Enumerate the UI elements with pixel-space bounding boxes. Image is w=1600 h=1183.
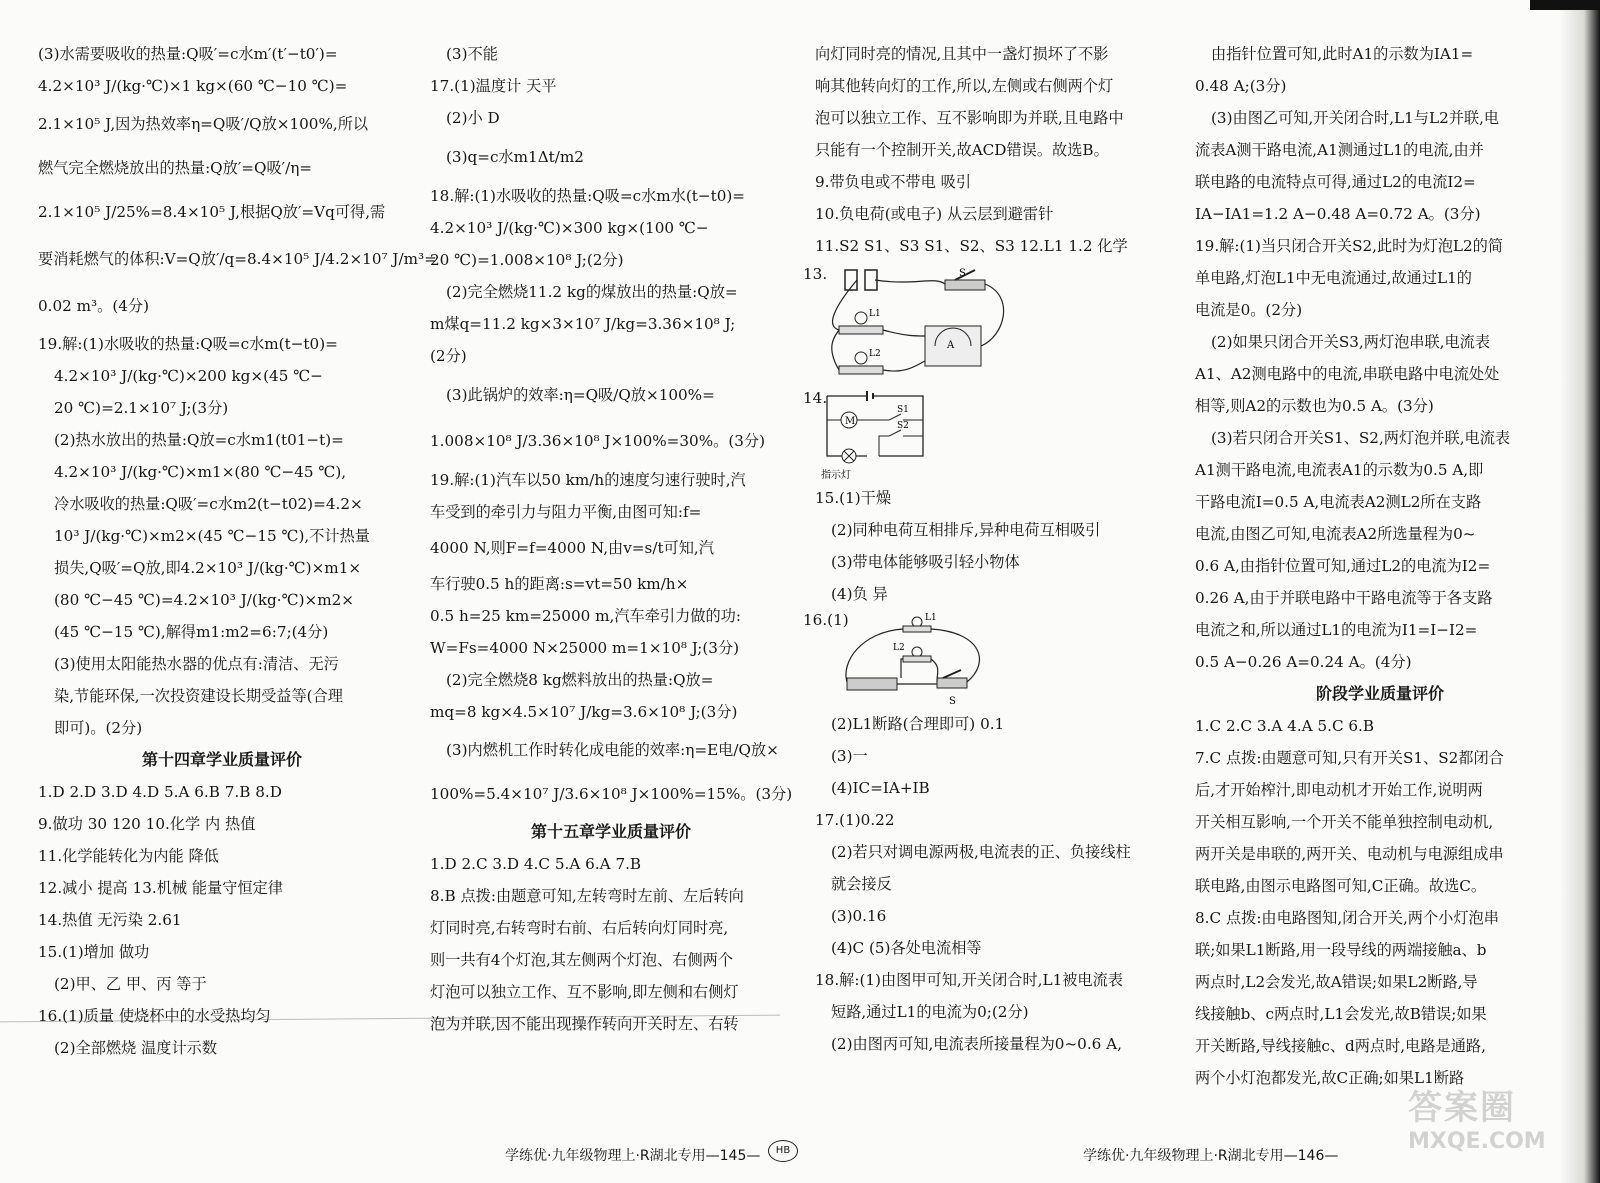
text-line: 两点时,L2会发光,故A错误;如果L2断路,导: [1195, 973, 1478, 991]
circuit-14-diagram: [819, 390, 939, 482]
text-line: mq=8 kg×4.5×10⁷ J/kg=3.6×10⁸ J;(3分): [430, 703, 738, 721]
text-line: (4)IC=IA+IB: [831, 779, 930, 797]
text-line: (2)小 D: [446, 109, 500, 127]
text-line: 4.2×10³ J/(kg·℃)×200 kg×(45 ℃−: [54, 367, 323, 385]
footer-page-146: 学练优·九年级物理上·R湖北专用—146—: [1083, 1148, 1339, 1164]
text-line: (3)若只闭合开关S1、S2,两灯泡并联,电流表: [1211, 429, 1511, 447]
page-corner: [1530, 0, 1600, 10]
text-line: (4)C (5)各处电流相等: [831, 939, 982, 957]
circuit-13-diagram: [825, 266, 1025, 386]
text-line: 联电路的电流特点可得,通过L2的电流I2=: [1195, 173, 1476, 191]
switch-lever: [943, 670, 961, 678]
label-switch: S: [949, 696, 956, 707]
text-line: 11.化学能转化为内能 降低: [38, 847, 219, 865]
lamp-base: [903, 626, 931, 632]
text-line: 2.1×10⁵ J,因为热效率η=Q吸′/Q放×100%,所以: [38, 115, 369, 133]
text-line: 泡可以独立工作、互不影响即为并联,且电路中: [815, 109, 1124, 127]
watermark: [1408, 1080, 1578, 1170]
text-line: 8.C 点拨:由电路图知,闭合开关,两个小灯泡串: [1195, 909, 1499, 927]
text-line: 19.解:(1)当只闭合开关S2,此时为灯泡L2的简: [1195, 237, 1504, 255]
text-line: 17.(1)0.22: [815, 811, 895, 829]
text-line: 17.(1)温度计 天平: [430, 77, 557, 95]
label-l1: L1: [925, 613, 937, 623]
text-line: 相等,则A2的示数也为0.5 A。(3分): [1195, 397, 1434, 415]
text-line: 干路电流I=0.5 A,电流表A2测L2所在支路: [1195, 493, 1482, 511]
label-switch: S: [959, 268, 966, 279]
text-line: 8.B 点拨:由题意可知,左转弯时左前、左后转向: [430, 887, 744, 905]
switch-base: [945, 280, 985, 290]
page-edge: [1560, 0, 1600, 1183]
text-line: 电流,由图乙可知,电流表A2所选量程为0~: [1195, 525, 1476, 543]
text-line: 4.2×10³ J/(kg·℃)×m1×(80 ℃−45 ℃),: [54, 463, 347, 481]
text-line: 0.02 m³。(4分): [38, 297, 150, 315]
text-line: 14.热值 无污染 2.61: [38, 911, 182, 929]
text-line: m煤q=11.2 kg×3×10⁷ J/kg=3.36×10⁸ J;: [430, 315, 736, 333]
text-line: 15.(1)增加 做功: [38, 943, 150, 961]
column-4: [1195, 38, 1565, 1094]
label-s1: S1: [897, 405, 909, 415]
column-2: [430, 38, 792, 1040]
text-line: 18.解:(1)水吸收的热量:Q吸=c水m水(t−t0)=: [430, 187, 746, 205]
label-indicator-lamp: 指示灯: [821, 470, 851, 481]
text-line: 16.(1)质量 使烧杯中的水受热均匀: [38, 1007, 271, 1025]
text-line: (3)由图乙可知,开关闭合时,L1与L2并联,电: [1211, 109, 1500, 127]
section-heading: 第十四章学业质量评价: [141, 750, 302, 769]
text-line: 20 ℃)=1.008×10⁸ J;(2分): [430, 251, 624, 269]
text-line: 4.2×10³ J/(kg·℃)×300 kg×(100 ℃−: [430, 219, 709, 237]
text-line: 车受到的牵引力与阻力平衡,由图可知:f=: [430, 503, 702, 521]
text-line: A1、A2测电路中的电流,串联电路中电流处处: [1195, 365, 1500, 383]
text-line: 冷水吸收的热量:Q吸′=c水m2(t−t02)=4.2×: [54, 495, 363, 513]
text-line: 0.26 A,由于并联电路中干路电流等于各支路: [1195, 589, 1493, 607]
text-line: 染,节能环保,一次投资建设长期受益等(合理: [54, 687, 343, 705]
text-line: 联;如果L1断路,用一段导线的两端接触a、b: [1195, 941, 1487, 959]
lamp-l1-icon: [855, 312, 867, 324]
text-line: 响其他转向灯的工作,所以,左侧或右侧两个灯: [815, 77, 1114, 95]
text-line: 后,才开始榨汁,即电动机才开始工作,说明两: [1195, 781, 1483, 799]
text-line: (2)由图丙可知,电流表所接量程为0~0.6 A,: [831, 1035, 1122, 1053]
lamp-base: [903, 656, 931, 662]
text-line: (3)一: [831, 747, 868, 765]
text-line: (3)带电体能够吸引轻小物体: [831, 553, 1020, 571]
text-line: 2.1×10⁵ J/25%=8.4×10⁵ J,根据Q放′=Vq可得,需: [38, 203, 386, 221]
text-line: (2)如果只闭合开关S3,两灯泡串联,电流表: [1211, 333, 1491, 351]
text-line: 15.(1)干燥: [815, 489, 892, 507]
text-line: (2)完全燃烧8 kg燃料放出的热量:Q放=: [446, 671, 714, 689]
section-heading: 第十五章学业质量评价: [530, 822, 691, 841]
text-line: 9.做功 30 120 10.化学 内 热值: [38, 815, 256, 833]
text-line: (2)若只对调电源两极,电流表的正、负接线柱: [831, 843, 1131, 861]
text-line: (3)0.16: [831, 907, 887, 925]
text-line: (2)同种电荷互相排斥,异种电荷互相吸引: [831, 521, 1101, 539]
label-l1: L1: [869, 309, 881, 319]
text-line: 4000 N,则F=f=4000 N,由v=s/t可知,汽: [430, 539, 714, 557]
text-line: 18.解:(1)由图甲可知,开关闭合时,L1被电流表: [815, 971, 1123, 989]
text-line: (3)内燃机工作时转化成电能的效率:η=E电/Q放×: [446, 741, 779, 759]
text-line: 0.5 h=25 km=25000 m,汽车牵引力做的功:: [430, 607, 741, 625]
section-heading: 阶段学业质量评价: [1315, 684, 1444, 703]
watermark-line2: MXQE.COM: [1408, 1129, 1546, 1154]
text-line: 两个小灯泡都发光,故C正确;如果L1断路: [1195, 1069, 1465, 1087]
text-line: (2)L1断路(合理即可) 0.1: [831, 715, 1005, 733]
text-line: (2)热水放出的热量:Q放=c水m1(t01−t)=: [54, 431, 344, 449]
text-line: A1测干路电流,电流表A1的示数为0.5 A,即: [1195, 461, 1484, 479]
text-line: 则一共有4个灯泡,其左侧两个灯泡、右侧两个: [430, 951, 734, 969]
text-line: 0.5 A−0.26 A=0.24 A。(4分): [1195, 653, 1412, 671]
label-l2: L2: [869, 349, 881, 359]
text-line: 9.带负电或不带电 吸引: [815, 173, 972, 191]
text-line: 流表A测干路电流,A1测通过L1的电流,由并: [1195, 141, 1484, 159]
text-line: (45 ℃−15 ℃),解得m1:m2=6:7;(4分): [54, 623, 329, 641]
text-line: 即可)。(2分): [54, 719, 143, 737]
switch-base: [937, 678, 967, 688]
text-line: 由指针位置可知,此时A1的示数为IA1=: [1211, 45, 1474, 63]
text-line: 1.008×10⁸ J/3.36×10⁸ J×100%=30%。(3分): [430, 432, 766, 450]
text-line: 车行驶0.5 h的距离:s=vt=50 km/h×: [430, 575, 689, 593]
figure-13: [803, 262, 1177, 388]
text-line: (2分): [430, 347, 467, 365]
text-line: 开关相互影响,一个开关不能单独控制电动机,: [1195, 813, 1494, 831]
text-line: 短路,通过L1的电流为0;(2分): [831, 1003, 1029, 1021]
label-motor: M: [845, 416, 856, 427]
text-line: 4.2×10³ J/(kg·℃)×1 kg×(60 ℃−10 ℃)=: [38, 77, 348, 95]
watermark-line1: 答案圈: [1408, 1088, 1516, 1128]
figure-16: [803, 610, 1177, 708]
question-number: 13.: [803, 265, 828, 283]
label-l2: L2: [893, 643, 905, 653]
label-ammeter: A: [947, 340, 955, 351]
text-line: 12.减小 提高 13.机械 能量守恒定律: [38, 879, 284, 897]
branch-wire: [879, 436, 923, 456]
text-line: 开关断路,导线接触c、d两点时,电路是通路,: [1195, 1037, 1486, 1055]
text-line: 线接触b、c两点时,L1会发光,故B错误;如果: [1195, 1005, 1487, 1023]
text-line: 100%=5.4×10⁷ J/3.6×10⁸ J×100%=15%。(3分): [430, 785, 793, 803]
text-line: 1.D 2.C 3.D 4.C 5.A 6.A 7.B: [430, 855, 642, 873]
battery-pack: [847, 678, 897, 690]
text-line: (4)负 异: [831, 585, 888, 603]
text-line: 19.解:(1)汽车以50 km/h的速度匀速行驶时,汽: [430, 471, 746, 489]
text-line: (3)使用太阳能热水器的优点有:清洁、无污: [54, 655, 339, 673]
text-line: 向灯同时亮的情况,且其中一盏灯损坏了不影: [815, 45, 1109, 63]
hb-badge: HB: [768, 1140, 798, 1162]
circuit-16-diagram: [841, 612, 991, 708]
text-line: 0.48 A;(3分): [1195, 77, 1287, 95]
lamp-base: [839, 366, 883, 374]
text-line: 19.解:(1)水吸收的热量:Q吸=c水m(t−t0)=: [38, 335, 338, 353]
text-line: (3)不能: [446, 45, 498, 63]
text-line: W=Fs=4000 N×25000 m=1×10⁸ J;(3分): [430, 639, 740, 657]
text-line: (2)完全燃烧11.2 kg的煤放出的热量:Q放=: [446, 283, 738, 301]
text-line: 就会接反: [831, 875, 892, 893]
question-number: 16.(1): [803, 611, 849, 629]
text-line: 1.D 2.D 3.D 4.D 5.A 6.B 7.B 8.D: [38, 783, 282, 801]
text-line: 7.C 点拨:由题意可知,只有开关S1、S2都闭合: [1195, 749, 1504, 767]
column-3: [803, 38, 1177, 1060]
text-line: 1.C 2.C 3.A 4.A 5.C 6.B: [1195, 717, 1375, 735]
text-line: 10.负电荷(或电子) 从云层到避雷针: [815, 205, 1054, 223]
text-line: 泡为并联,因不能出现操作转向开关时左、右转: [430, 1015, 739, 1033]
text-line: 0.6 A,由指针位置可知,通过L2的电流为I2=: [1195, 557, 1491, 575]
text-line: (3)水需要吸收的热量:Q吸′=c水m′(t′−t0′)=: [38, 45, 338, 63]
lamp-base: [839, 326, 883, 334]
label-s2: S2: [897, 421, 909, 431]
text-line: 灯同时亮,右转弯时右前、右后转向灯同时亮,: [430, 919, 729, 937]
text-line: 两开关是串联的,两开关、电动机与电源组成串: [1195, 845, 1504, 863]
text-line: 损失,Q吸′=Q放,即4.2×10³ J/(kg·℃)×m1×: [54, 559, 362, 577]
figure-14: [803, 388, 1177, 482]
text-line: 11.S2 S1、S3 S1、S2、S3 12.L1 1.2 化学: [815, 237, 1128, 255]
text-line: (2)全部燃烧 温度计示数: [54, 1039, 218, 1057]
text-line: 要消耗燃气的体积:V=Q放′/q=8.4×10⁵ J/4.2×10⁷ J/m³=: [38, 250, 437, 268]
lamp-l2-icon: [855, 352, 867, 364]
text-line: 燃气完全燃烧放出的热量:Q放′=Q吸′/η=: [38, 159, 313, 177]
text-line: 只能有一个控制开关,故ACD错误。故选B。: [815, 141, 1109, 159]
text-line: IA−IA1=1.2 A−0.48 A=0.72 A。(3分): [1195, 205, 1481, 223]
text-line: 电流是0。(2分): [1195, 301, 1303, 319]
column-1: [38, 38, 437, 1064]
text-line: 联电路,由图示电路图可知,C正确。故选C。: [1195, 877, 1487, 895]
question-number: 14.: [803, 389, 828, 407]
text-line: 10³ J/(kg·℃)×m2×(45 ℃−15 ℃),不计热量: [54, 527, 370, 545]
text-line: (80 ℃−45 ℃)=4.2×10³ J/(kg·℃)×m2×: [54, 591, 355, 609]
text-line: 单电路,灯泡L1中无电流通过,故通过L1的: [1195, 269, 1472, 287]
text-line: (3)此锅炉的效率:η=Q吸/Q放×100%=: [446, 386, 715, 404]
text-line: 电流之和,所以通过L1的电流为I1=I−I2=: [1195, 621, 1478, 639]
footer-page-145: 学练优·九年级物理上·R湖北专用—145—: [505, 1148, 761, 1164]
text-line: 灯泡可以独立工作、互不影响,即左侧和右侧灯: [430, 983, 739, 1001]
text-line: (3)q=c水m1Δt/m2: [446, 148, 584, 166]
text-line: 20 ℃)=2.1×10⁷ J;(3分): [54, 399, 229, 417]
text-line: (2)甲、乙 甲、丙 等于: [54, 975, 207, 993]
